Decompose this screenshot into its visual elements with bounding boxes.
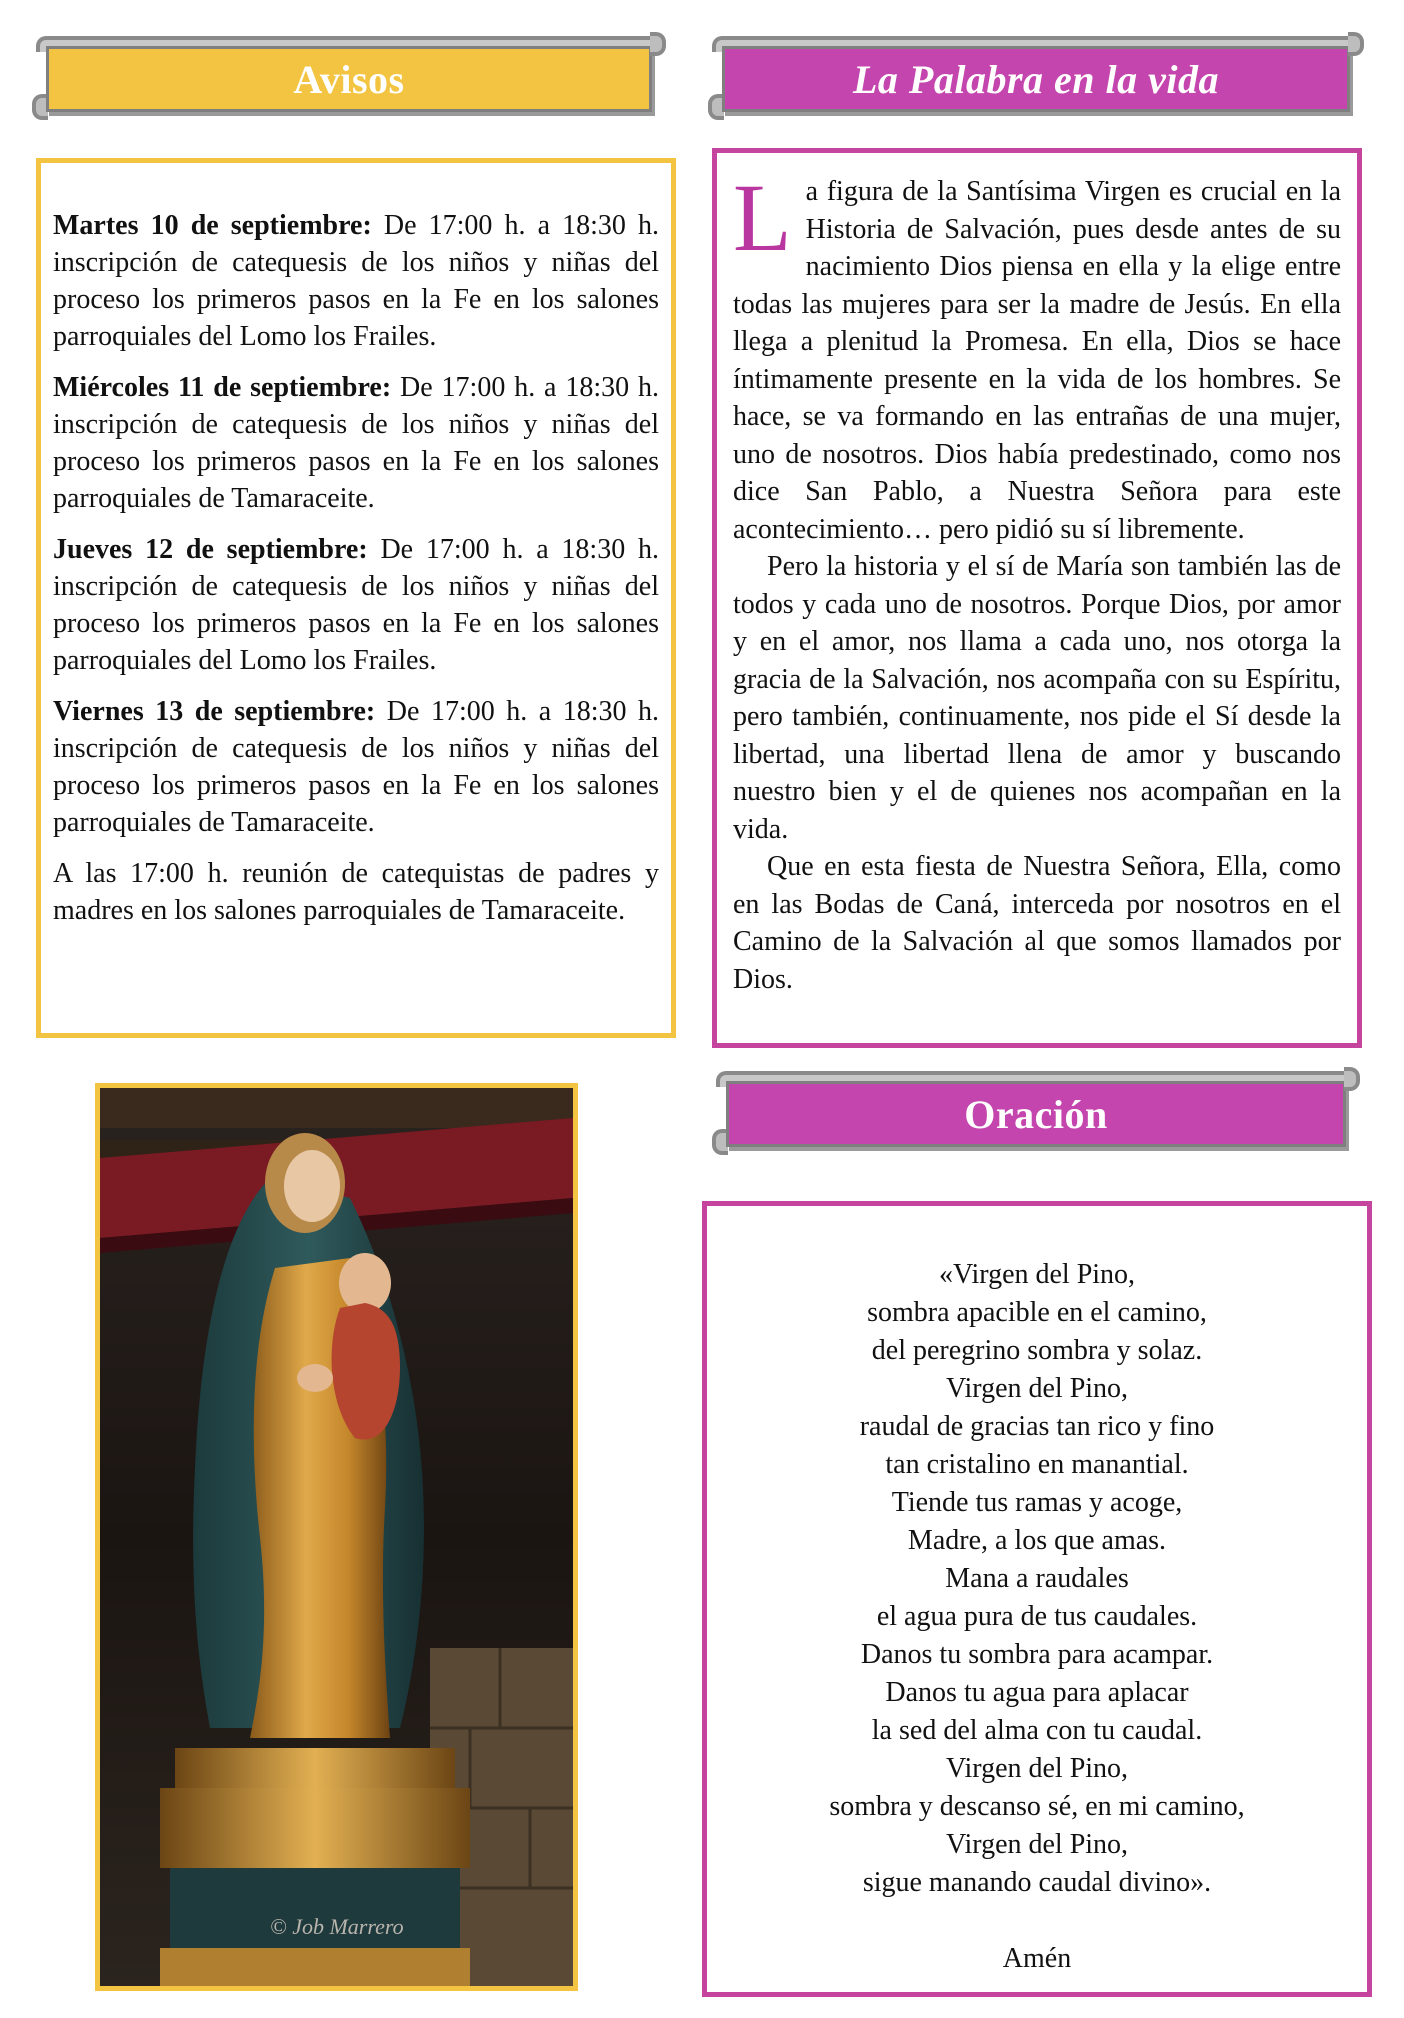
prayer-line: sigue manando caudal divino». bbox=[862, 1867, 1212, 1898]
palabra-box bbox=[712, 148, 1362, 1048]
banner-scroll-curl bbox=[1344, 1067, 1360, 1091]
prayer-line: Danos tu agua para aplacar bbox=[885, 1677, 1189, 1708]
aviso-date: Jueves 12 de septiembre: bbox=[53, 534, 368, 565]
aviso-text: A las 17:00 h. reunión de catequistas de padres y madres en los salones parroquiales de Tamaraceite. bbox=[53, 858, 659, 926]
palabra-banner-body bbox=[722, 46, 1350, 112]
prayer-line: Danos tu sombra para acampar. bbox=[860, 1639, 1214, 1670]
prayer-line: raudal de gracias tan rico y fino bbox=[859, 1411, 1215, 1442]
prayer-line: Tiende tus ramas y acoge, bbox=[891, 1487, 1183, 1518]
palabra-title: La Palabra en la vida bbox=[852, 56, 1220, 102]
prayer-line: Virgen del Pino, bbox=[945, 1829, 1129, 1860]
aviso-text: De 17:00 h. a 18:30 h. inscripción de catequesis de los niños y niñas del proceso los primeros pasos en la Fe en los salones parroquiales de Tamaraceite. bbox=[53, 696, 659, 838]
aviso-item bbox=[53, 693, 659, 841]
palabra-paragraph: Que en esta fiesta de Nuestra Señora, Ella, como en las Bodas de Caná, interceda por nosotros en el Camino de la Salvación al que somos llamados por Dios. bbox=[733, 851, 1341, 995]
aviso-item bbox=[53, 855, 659, 929]
oracion-banner-body bbox=[726, 1081, 1346, 1147]
aviso-date: Viernes 13 de septiembre: bbox=[53, 696, 376, 727]
avisos-banner bbox=[36, 36, 662, 120]
aviso-date: Miércoles 11 de septiembre: bbox=[53, 372, 392, 403]
avisos-title: Avisos bbox=[293, 56, 405, 102]
prayer-line: sombra apacible en el camino, bbox=[867, 1297, 1207, 1328]
avisos-box bbox=[36, 158, 676, 1038]
palabra-paragraph bbox=[733, 164, 1341, 548]
palabra-p1-text: a figura de la Santísima Virgen es crucial en la Historia de Salvación, pues desde antes de su nacimiento Dios piensa en ella y la elige entre todas las mujeres para ser la madre de Jesús. En ella llega a plenitud la Promesa. En ella, Dios se hace íntimamente presente en la vida de los hombres. Se hace, se va formando en las entrañas de una mujer, uno de nosotros. Dios había predestinado, como nos dice San Pablo, a Nuestra Señora para este acontecimiento… pero pidió su sí libremente. bbox=[733, 176, 1341, 545]
avisos-banner-body bbox=[46, 46, 652, 112]
prayer-line: el agua pura de tus caudales. bbox=[876, 1601, 1198, 1632]
oracion-banner bbox=[716, 1071, 1356, 1155]
prayer-line: la sed del alma con tu caudal. bbox=[871, 1715, 1203, 1746]
prayer-line: Mana a raudales bbox=[945, 1563, 1129, 1594]
palabra-paragraph: Pero la historia y el sí de María son también las de todos y cada uno de nosotros. Porque Dios, por amor y en el amor, nos llama a cada uno, nos otorga la gracia de la Salvación, nos acompaña con su Espíritu, pero también, continuamente, nos pide el Sí desde la libertad, una libertad llena de amor y buscando nuestro bien y el de quienes nos acompañan en la vida. bbox=[733, 551, 1341, 845]
prayer-amen: Amén bbox=[1002, 1943, 1072, 1974]
prayer-line: «Virgen del Pino, bbox=[938, 1259, 1136, 1290]
virgin-statue-image bbox=[100, 1088, 573, 1986]
banner-scroll-curl bbox=[1348, 32, 1364, 56]
aviso-date: Martes 10 de septiembre: bbox=[53, 210, 372, 241]
aviso-text: De 17:00 h. a 18:30 h. inscripción de catequesis de los niños y niñas del proceso los primeros pasos en la Fe en los salones parroquiales de Tamaraceite. bbox=[53, 372, 659, 514]
prayer-line: Virgen del Pino, bbox=[945, 1373, 1129, 1404]
aviso-item bbox=[53, 207, 659, 355]
prayer-line: Madre, a los que amas. bbox=[907, 1525, 1167, 1556]
photo-credit: © Job Marrero bbox=[270, 1914, 404, 1939]
oracion-box bbox=[702, 1201, 1372, 1997]
drop-cap: L bbox=[733, 164, 792, 271]
prayer-line: sombra y descanso sé, en mi camino, bbox=[829, 1791, 1245, 1822]
palabra-banner bbox=[712, 36, 1360, 120]
prayer-text bbox=[723, 1256, 1351, 1902]
aviso-text: De 17:00 h. a 18:30 h. inscripción de catequesis de los niños y niñas del proceso los primeros pasos en la Fe en los salones parroquiales del Lomo los Frailes. bbox=[53, 534, 659, 676]
virgin-statue-photo bbox=[95, 1083, 578, 1991]
prayer-line: del peregrino sombra y solaz. bbox=[871, 1335, 1203, 1366]
prayer-line: tan cristalino en manantial. bbox=[885, 1449, 1189, 1480]
aviso-item bbox=[53, 369, 659, 517]
aviso-text: De 17:00 h. a 18:30 h. inscripción de catequesis de los niños y niñas del proceso los primeros pasos en la Fe en los salones parroquiales del Lomo los Frailes. bbox=[53, 210, 659, 352]
banner-scroll-curl bbox=[650, 32, 666, 56]
oracion-title: Oración bbox=[964, 1091, 1108, 1137]
aviso-item bbox=[53, 531, 659, 679]
prayer-line: Virgen del Pino, bbox=[945, 1753, 1129, 1784]
